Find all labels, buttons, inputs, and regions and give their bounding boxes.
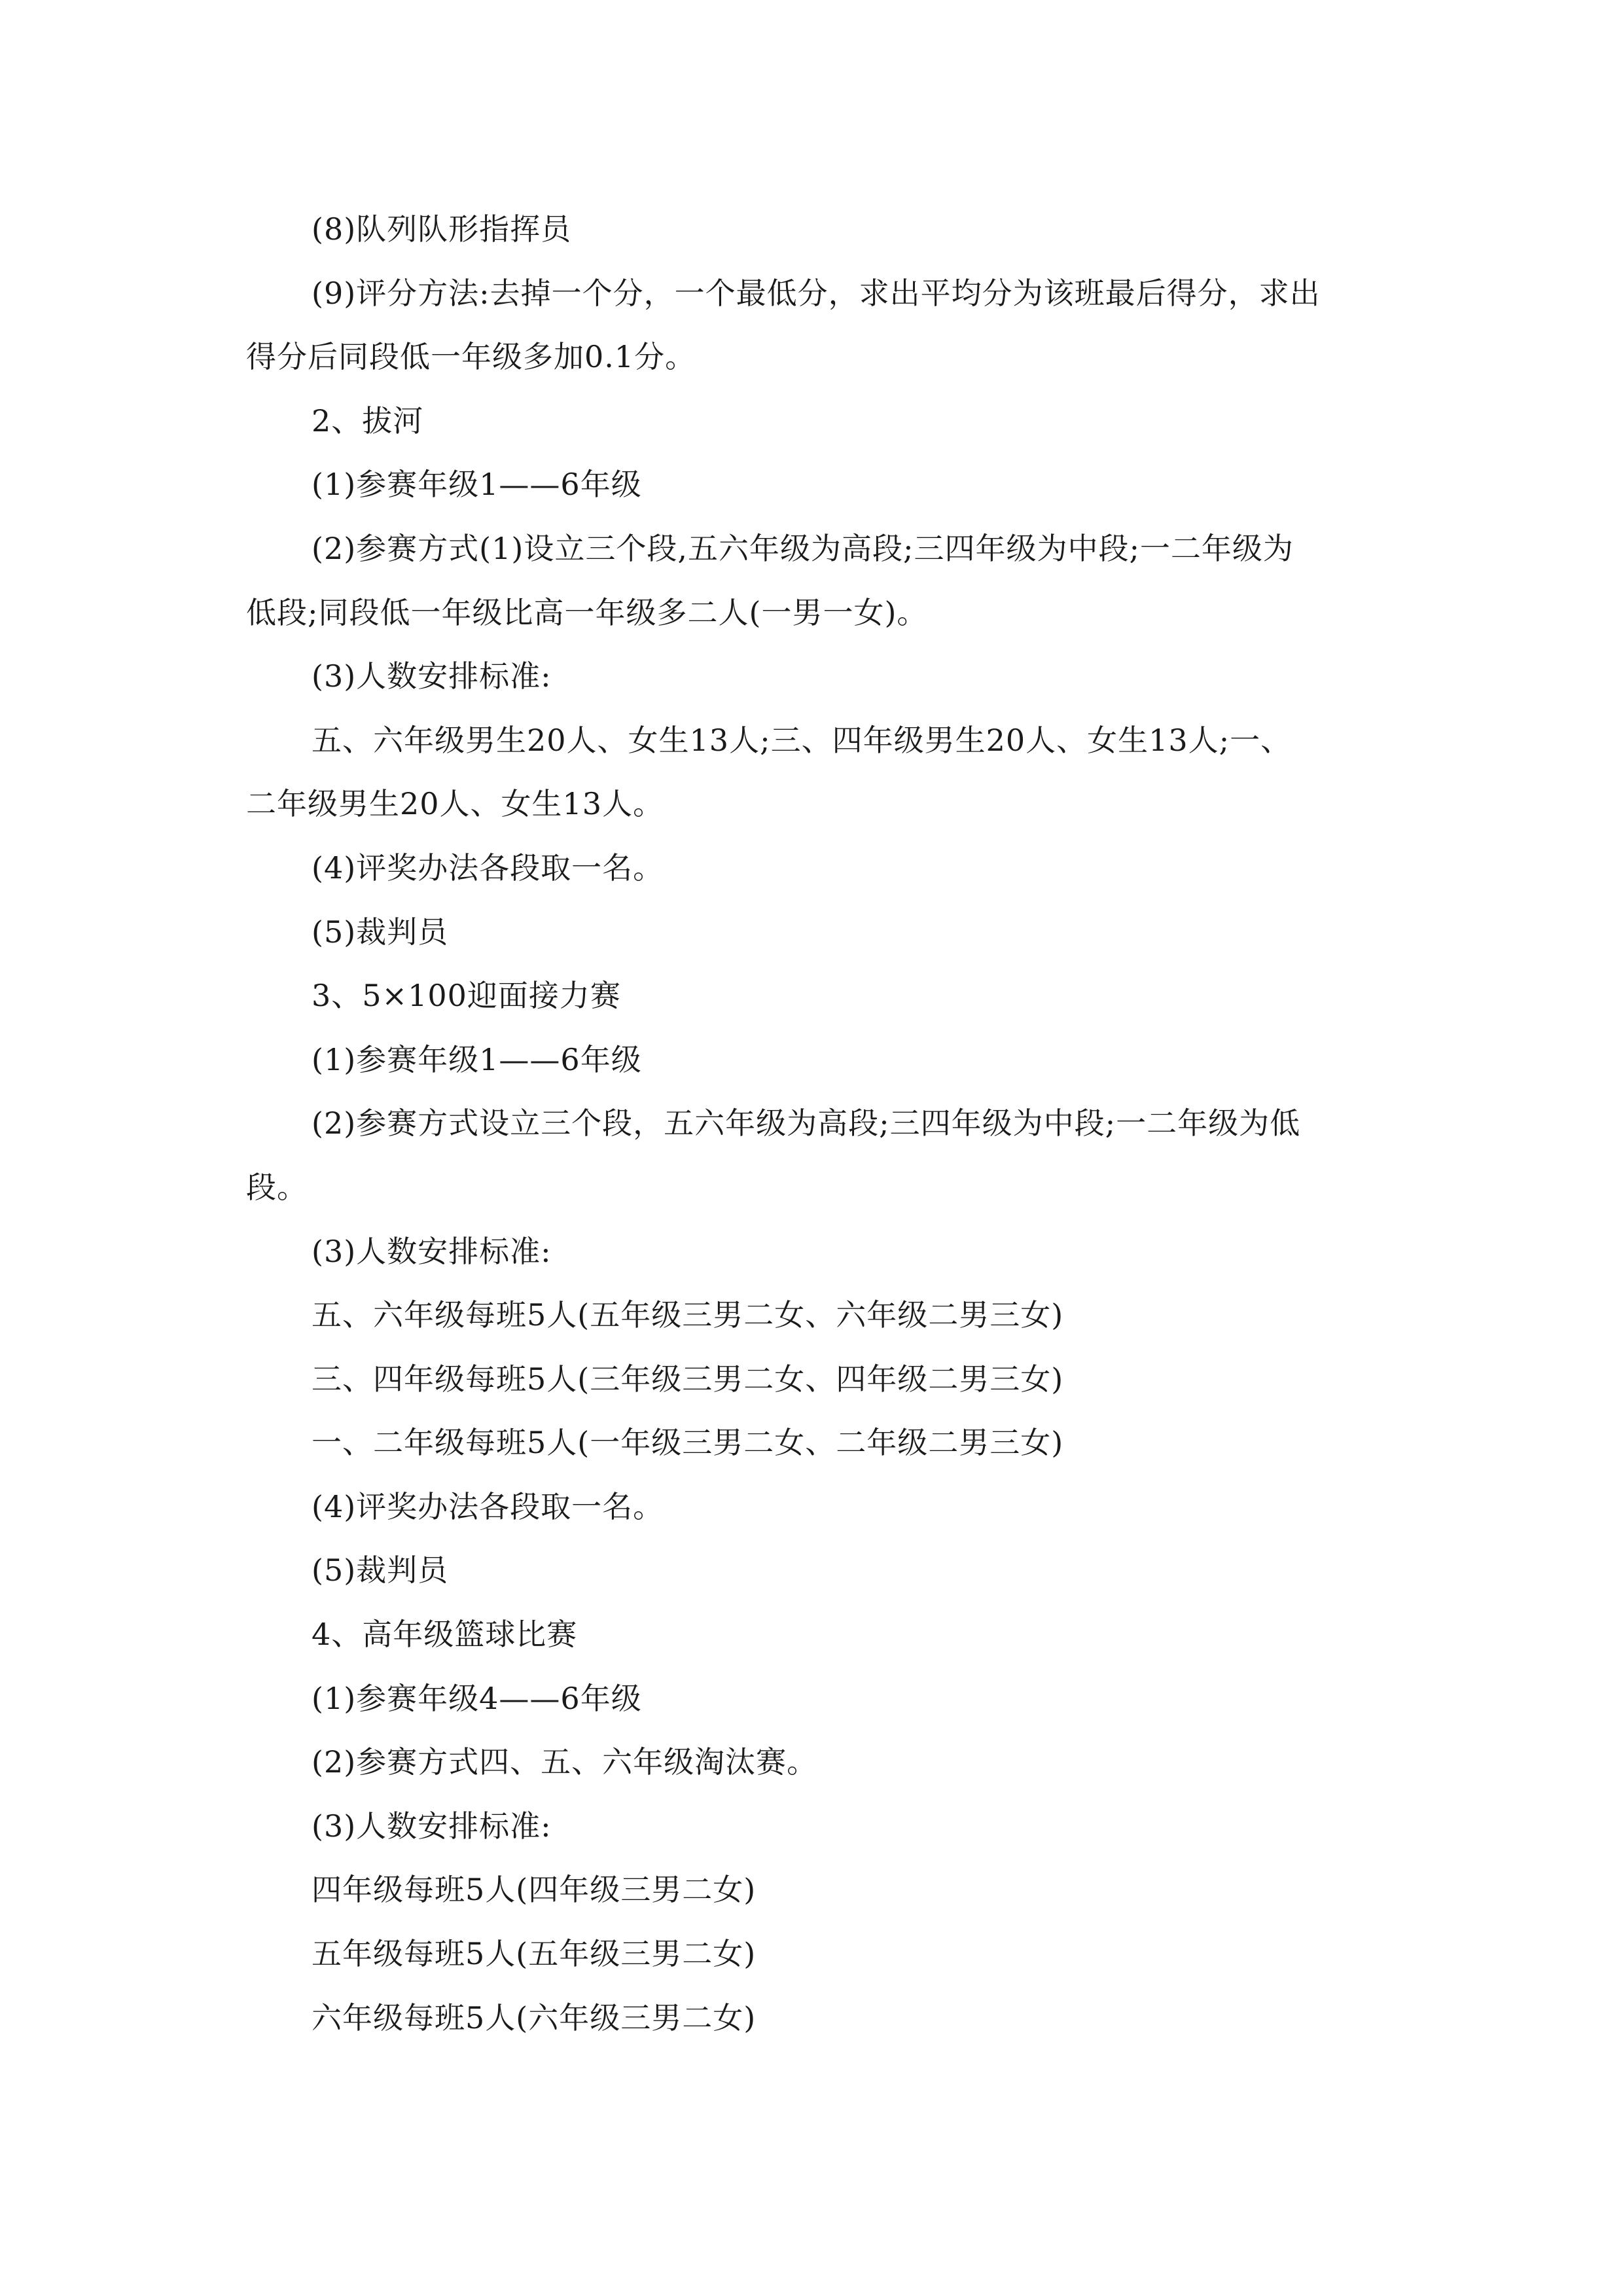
text-line: (5)裁判员 [312, 914, 449, 950]
text-line: 五年级每班5人(五年级三男二女) [312, 1936, 757, 1972]
text-line: 低段;同段低一年级比高一年级多二人(一男一女)。 [246, 594, 928, 630]
text-line: (1)参赛年级1——6年级 [312, 467, 642, 503]
text-line: (9)评分方法:去掉一个分，一个最低分，求出平均分为该班最后得分，求出 [312, 275, 1321, 311]
text-line: (2)参赛方式(1)设立三个段,五六年级为高段;三四年级为中段;一二年级为 [312, 530, 1294, 566]
text-line: (4)评奖办法各段取一名。 [312, 1488, 664, 1524]
text-line: (3)人数安排标准: [312, 1233, 552, 1269]
text-line: (1)参赛年级1——6年级 [312, 1041, 642, 1077]
text-line: 五、六年级男生20人、女生13人;三、四年级男生20人、女生13人;一、 [312, 722, 1292, 758]
document-body [246, 198, 1398, 2050]
text-line: 四年级每班5人(四年级三男二女) [312, 1872, 757, 1908]
text-line: 得分后同段低一年级多加0.1分。 [246, 339, 696, 375]
text-line: 三、四年级每班5人(三年级三男二女、四年级二男三女) [312, 1361, 1064, 1397]
text-line: 段。 [246, 1169, 308, 1205]
text-line: (2)参赛方式四、五、六年级淘汰赛。 [312, 1744, 818, 1780]
text-line: (8)队列队形指挥员 [312, 211, 572, 247]
text-line: (1)参赛年级4——6年级 [312, 1680, 642, 1716]
text-line: 六年级每班5人(六年级三男二女) [312, 2000, 757, 2036]
text-line: 4、高年级篮球比赛 [312, 1617, 578, 1653]
text-line: (2)参赛方式设立三个段，五六年级为高段;三四年级为中段;一二年级为低 [312, 1105, 1301, 1141]
text-line: 2、拔河 [312, 403, 424, 439]
text-line: (4)评奖办法各段取一名。 [312, 850, 664, 886]
text-line: 五、六年级每班5人(五年级三男二女、六年级二男三女) [312, 1297, 1064, 1333]
text-line: 3、5×100迎面接力赛 [312, 978, 621, 1014]
text-line: (5)裁判员 [312, 1552, 449, 1588]
text-line: 一、二年级每班5人(一年级三男二女、二年级二男三女) [312, 1425, 1064, 1461]
text-line: (3)人数安排标准: [312, 1808, 552, 1844]
text-line: (3)人数安排标准: [312, 658, 552, 694]
text-line: 二年级男生20人、女生13人。 [246, 786, 664, 822]
